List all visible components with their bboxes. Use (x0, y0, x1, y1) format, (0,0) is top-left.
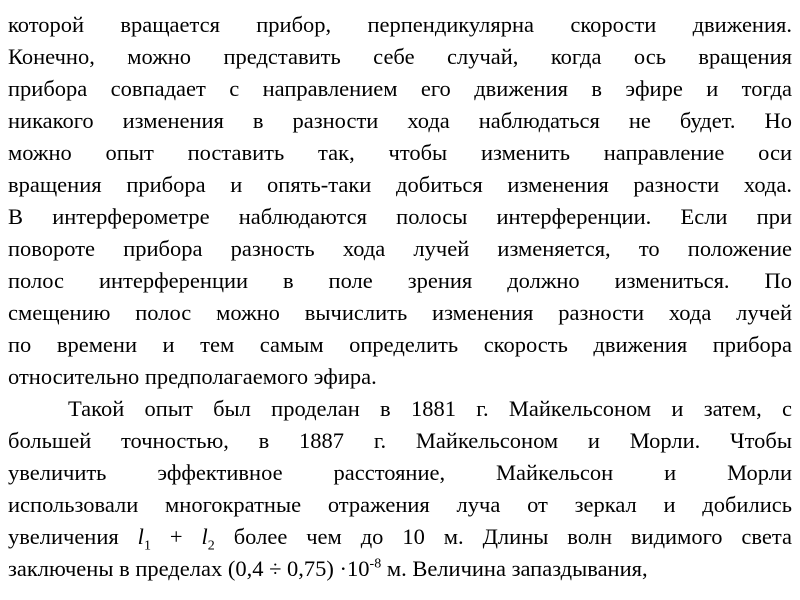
text-line: большей точностью, в 1887 г. Майкельсоном и Морли. Чтобы (8, 428, 792, 453)
text-line: Такой опыт был проделан в 1881 г. Майкельсоном и затем, с (68, 396, 792, 421)
range-text-before: заключены в пределах (0,4 ÷ 0,75) ·10 (8, 556, 370, 581)
text-line: которой вращается прибор, перпендикулярна скорости движения. (8, 12, 792, 37)
formula-variable-l1: l (137, 524, 144, 549)
paragraph-1 (8, 9, 792, 393)
formula-line (8, 521, 792, 553)
text-line: по времени и тем самым определить скорость движения прибора (8, 332, 792, 357)
text-line: прибора совпадает с направлением его движения в эфире и тогда (8, 76, 792, 101)
document-page (8, 9, 792, 585)
formula-operator: + (150, 524, 202, 549)
range-line (8, 553, 792, 585)
text-line: повороте прибора разность хода лучей изменяется, то положение (8, 236, 792, 261)
text-line: относительно предполагаемого эфира. (8, 364, 377, 389)
range-text-after: м. Величина запаздывания, (381, 556, 648, 581)
text-line: можно опыт поставить так, чтобы изменить направление оси (8, 140, 792, 165)
text-line: вращения прибора и опять-таки добиться изменения разности хода. (8, 172, 792, 197)
formula-variable-l2: l (201, 524, 208, 549)
text-line: никакого изменения в разности хода наблюдаться не будет. Но (8, 108, 792, 133)
formula-subscript-1: 1 (143, 538, 151, 554)
text-line: полос интерференции в поле зрения должно измениться. По (8, 268, 792, 293)
range-exponent: -8 (369, 556, 382, 572)
text-line: смещению полос можно вычислить изменения разности хода лучей (8, 300, 792, 325)
text-line: увеличить эффективное расстояние, Майкельсон и Морли (8, 460, 792, 485)
formula-text-after: более чем до 10 м. Длины волн видимого света (214, 524, 792, 549)
paragraph-2 (8, 393, 792, 585)
formula-text-before: увеличения (8, 524, 138, 549)
formula-subscript-2: 2 (207, 538, 215, 554)
text-line: В интерферометре наблюдаются полосы интерференции. Если при (8, 204, 792, 229)
text-line: Конечно, можно представить себе случай, когда ось вращения (8, 44, 792, 69)
text-line: использовали многократные отражения луча от зеркал и добились (8, 492, 792, 517)
